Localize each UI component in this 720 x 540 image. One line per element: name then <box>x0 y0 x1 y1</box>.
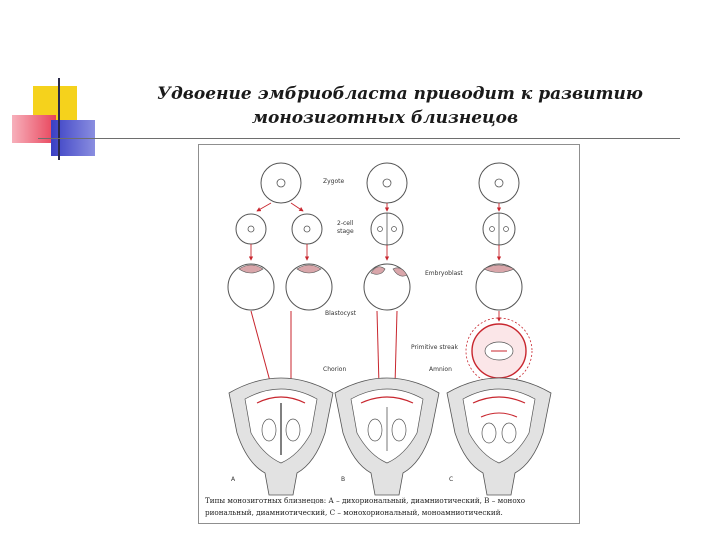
label-embryoblast: Embryoblast <box>425 270 463 277</box>
column-b <box>364 163 410 385</box>
slide-title <box>120 82 680 130</box>
label-panel-b: B <box>341 476 346 483</box>
cell-a2 <box>292 214 322 244</box>
label-panel-a: A <box>231 476 236 483</box>
column-a <box>228 163 332 385</box>
zygote-b <box>367 163 407 203</box>
twins-diagram <box>199 145 579 523</box>
label-blastocyst: Blastocyst <box>325 310 356 317</box>
twins-figure <box>198 144 580 524</box>
column-c <box>466 163 532 385</box>
cell-a1 <box>236 214 266 244</box>
caption-line-1: Типы монозиготных близнецов: А – дихориональный, диамниотический, В – монохо <box>205 496 526 505</box>
title-line-1: Удвоение эмбриобласта приводит к развитию <box>157 84 643 104</box>
label-panel-c: C <box>449 476 454 483</box>
label-two-cell-2: stage <box>337 228 354 235</box>
label-primitive-streak: Primitive streak <box>411 344 458 351</box>
title-underline <box>38 138 680 139</box>
zygote-a <box>261 163 301 203</box>
label-chorion: Chorion <box>323 366 347 373</box>
label-amnion: Amnion <box>429 366 452 373</box>
deco-vertical-line <box>58 78 60 160</box>
zygote-c <box>479 163 519 203</box>
label-two-cell-1: 2-cell <box>337 220 354 227</box>
label-zygote: Zygote <box>323 178 345 185</box>
uterus-a <box>229 378 333 495</box>
uterus-b <box>335 378 439 495</box>
caption-line-2: риональный, диамниотический, С – монохориональный, моноамниотический. <box>205 508 503 517</box>
title-line-2: монозиготных близнецов <box>251 108 519 128</box>
uterus-c <box>447 378 551 495</box>
